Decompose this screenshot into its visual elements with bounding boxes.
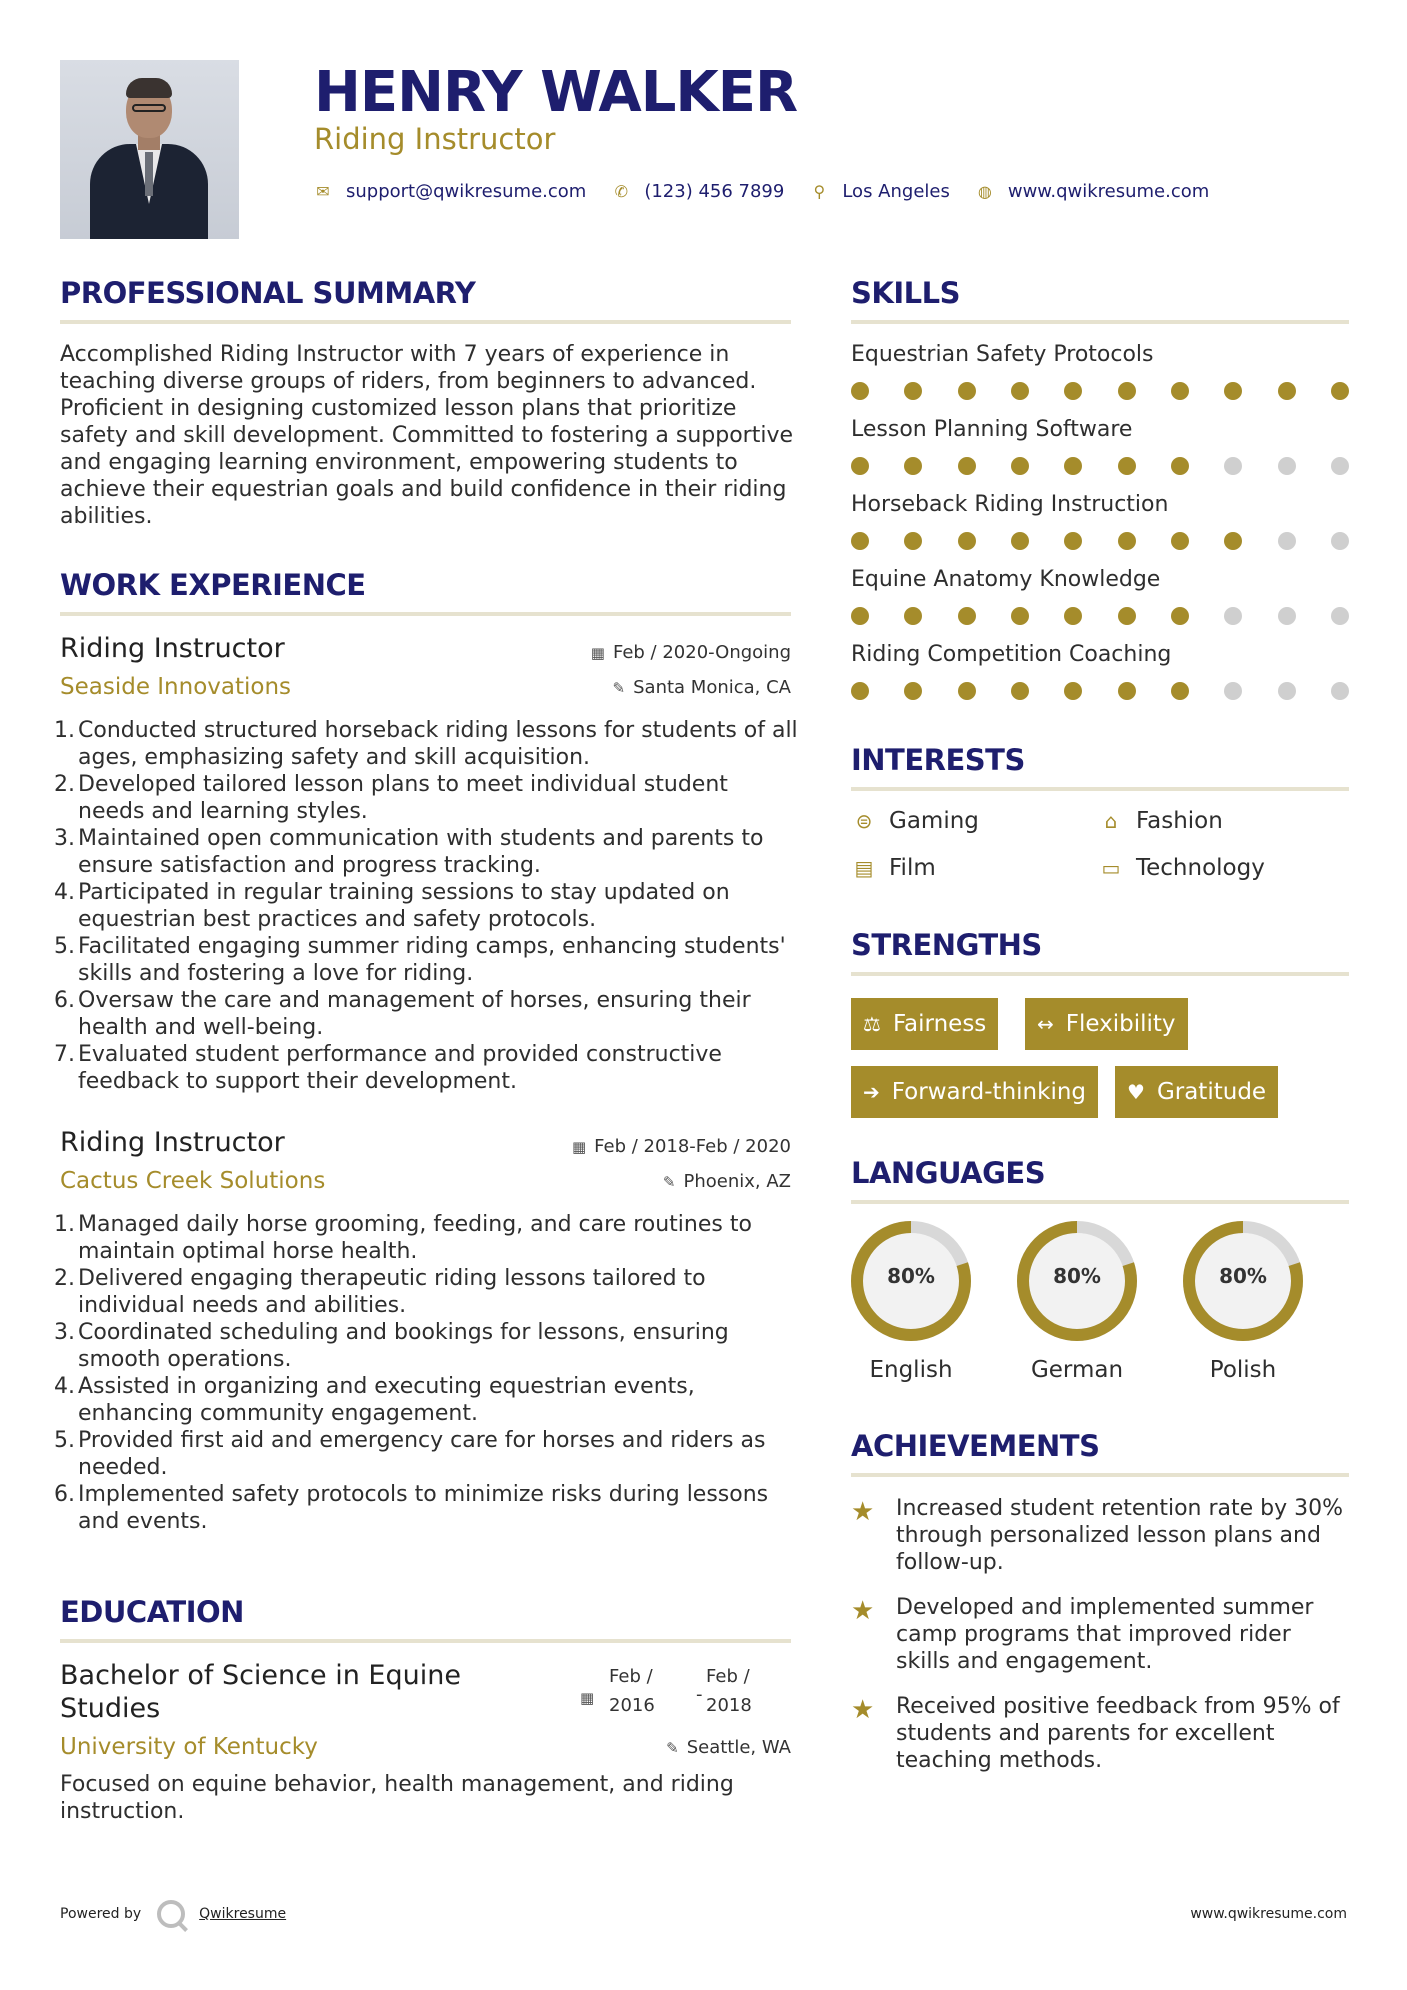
list-item: 6. Implemented safety protocols to minimize risks during lessons and events. [54,1482,769,1534]
experience-heading: WORK EXPERIENCE [60,568,366,602]
skill-name: Equestrian Safety Protocols [851,342,1154,367]
list-item: 3. Coordinated scheduling and bookings for lessons, ensuring smooth operations. [54,1320,729,1372]
skill-rating [851,457,1349,477]
skill-dot-filled [1064,532,1082,550]
skill-dot-filled [1224,382,1242,400]
skill-dot-filled [1118,682,1136,700]
skill-dot-filled [1064,607,1082,625]
skill-name: Lesson Planning Software [851,417,1133,442]
map-marker-icon: ⚲ [813,181,826,201]
skill-dot-empty [1331,457,1349,475]
contact-phone[interactable]: (123) 456 7899 [644,180,785,202]
skills-rule [851,320,1349,324]
list-item: 3. Maintained open communication with students and parents to ensure satisfaction and progress tracking. [54,826,764,878]
experience-rule [60,612,791,616]
strengths-heading: STRENGTHS [851,928,1042,962]
skill-rating [851,607,1349,627]
achievement-item: ★ Received positive feedback from 95% of students and parents for excellent teaching methods. [851,1694,1340,1773]
skill-dot-filled [1011,532,1029,550]
skill-dot-filled [904,532,922,550]
skill-name: Equine Anatomy Knowledge [851,567,1161,592]
qwikresume-logo-icon [157,1900,185,1928]
achievement-item: ★ Developed and implemented summer camp programs that improved rider skills and engagement. [851,1595,1314,1674]
skill-dot-empty [1278,607,1296,625]
skill-dot-empty [1224,457,1242,475]
skill-dot-empty [1331,607,1349,625]
interest-item: ⊜ Gaming [851,808,979,834]
skill-dot-filled [958,382,976,400]
language-name: Polish [1209,1357,1277,1383]
skill-dot-filled [1011,382,1029,400]
skill-dot-empty [1278,457,1296,475]
language-item [849,1219,973,1383]
pin-icon: ✎ [666,1739,679,1757]
job-date: ▦ Feb / 2020-Ongoing [590,642,791,663]
gamepad-icon: ⊜ [855,809,873,833]
skill-dot-filled [958,607,976,625]
job-duties-list [54,1211,800,1535]
contact-website[interactable]: www.qwikresume.com [1007,180,1210,202]
school-name: University of Kentucky [60,1734,318,1760]
education-rule [60,1639,791,1643]
skill-dot-filled [904,457,922,475]
job-location: ✎ Santa Monica, CA [612,677,791,698]
pin-icon: ✎ [662,1173,676,1191]
envelope-icon: ✉ [316,181,330,201]
calendar-icon: ▦ [571,1138,587,1156]
contact-location: Los Angeles [842,180,950,202]
skill-dot-filled [1171,682,1189,700]
list-item: 4. Assisted in organizing and executing equestrian events, enhancing community engagement. [54,1374,695,1426]
skill-dot-filled [1064,382,1082,400]
skill-dot-filled [1171,532,1189,550]
skill-name: Riding Competition Coaching [851,642,1172,667]
contact-email[interactable]: support@qwikresume.com [346,180,587,202]
pin-icon: ✎ [612,679,626,697]
list-item: 2. Developed tailored lesson plans to meet individual student needs and learning styles. [54,772,728,824]
job-date: ▦ Feb / 2018-Feb / 2020 [571,1136,791,1157]
skill-rating [851,382,1349,402]
language-percent: 80% [887,1264,935,1288]
footer-brand-link[interactable]: Qwikresume [199,1906,287,1922]
interest-item: ▤ Film [851,855,936,881]
education-description: Focused on equine behavior, health management, and riding instruction. [60,1772,734,1824]
skill-dot-empty [1224,682,1242,700]
summary-text: Accomplished Riding Instructor with 7 years of experience in teaching diverse groups of riders, from beginners to advanced. Proficient in designing customized lesson plans that prioritize safety and skill development. Committed to fostering a supportive and engaging learning environment, empowering students to achieve their equestrian goals and build confidence in their riding abilities. [60,342,794,529]
job-company: Cactus Creek Solutions [60,1168,326,1194]
list-item: 6. Oversaw the care and management of horses, ensuring their health and well-being. [54,988,751,1040]
summary-rule [60,320,791,324]
skill-dot-filled [1064,457,1082,475]
skill-dot-filled [1118,607,1136,625]
strength-tag: ↔ Flexibility [1025,998,1188,1050]
skill-dot-empty [1278,682,1296,700]
skill-dot-filled [851,457,869,475]
list-item: 5. Provided first aid and emergency care for horses and riders as needed. [54,1428,766,1480]
job-title: Riding Instructor [60,1127,285,1158]
skill-dot-empty [1224,607,1242,625]
skills-heading: SKILLS [851,276,960,310]
skill-dot-filled [1171,457,1189,475]
skill-name: Horseback Riding Instruction [851,492,1169,517]
list-item: 4. Participated in regular training sessions to stay updated on equestrian best practices and safety protocols. [54,880,730,932]
star-icon: ★ [851,1596,875,1626]
job-location: ✎ Phoenix, AZ [662,1171,791,1192]
skill-dot-filled [1171,382,1189,400]
skill-dot-empty [1278,532,1296,550]
language-item [1015,1219,1139,1383]
list-item: 1. Conducted structured horseback riding lessons for students of all ages, emphasizing safety and skill acquisition. [54,718,798,770]
skill-dot-filled [1064,682,1082,700]
skill-dot-filled [1224,532,1242,550]
skill-dot-filled [1118,532,1136,550]
strength-tag: ⚖ Fairness [851,998,998,1050]
candidate-name: HENRY WALKER [314,60,798,125]
job-company: Seaside Innovations [60,674,292,700]
language-name: German [1030,1357,1124,1383]
phone-icon: ✆ [614,181,629,201]
skill-dot-filled [958,532,976,550]
achievements-heading: ACHIEVEMENTS [851,1429,1100,1463]
skill-dot-filled [1118,382,1136,400]
skill-dot-empty [1331,532,1349,550]
achievement-item: ★ Increased student retention rate by 30% through personalized lesson plans and follow-up. [851,1496,1344,1575]
achievements-rule [851,1473,1349,1477]
calendar-icon: ▦ [580,1689,595,1707]
shopping-bag-icon: ⌂ [1104,809,1118,833]
languages-heading: LANGUAGES [851,1156,1046,1190]
strengths-rule [851,972,1349,976]
film-icon: ▤ [854,856,874,880]
skill-dot-filled [851,382,869,400]
skill-dot-filled [958,457,976,475]
skill-dot-filled [1118,457,1136,475]
interest-item: ▭ Technology [1098,855,1265,881]
balance-scale-icon: ⚖ [863,1012,881,1036]
language-percent: 80% [1219,1264,1267,1288]
strength-tag: ➔ Forward-thinking [851,1066,1098,1118]
footer-site-link[interactable]: www.qwikresume.com [1190,1906,1347,1922]
candidate-title: Riding Instructor [314,122,556,156]
skill-dot-filled [851,607,869,625]
language-name: English [869,1357,953,1383]
skill-dot-filled [904,607,922,625]
skill-dot-filled [1331,382,1349,400]
footer-powered-by: Powered by Qwikresume [60,1900,286,1928]
skill-dot-filled [1011,457,1029,475]
languages-rule [851,1200,1349,1204]
list-item: 5. Facilitated engaging summer riding camps, enhancing students' skills and fostering a love for riding. [54,934,786,986]
job-duties-list [54,717,800,1095]
skill-rating [851,532,1349,552]
list-item: 2. Delivered engaging therapeutic riding lessons tailored to individual needs and abilities. [54,1266,706,1318]
education-location: ✎ Seattle, WA [666,1737,791,1758]
language-percent: 80% [1053,1264,1101,1288]
skill-rating [851,682,1349,702]
heart-icon: ♥ [1127,1080,1145,1104]
summary-heading: PROFESSIONAL SUMMARY [60,276,476,310]
skill-dot-filled [904,382,922,400]
skill-dot-filled [1278,382,1296,400]
arrows-horizontal-icon: ↔ [1037,1012,1054,1036]
arrow-right-icon: ➔ [863,1080,880,1104]
globe-icon: ◍ [977,181,992,201]
interest-item: ⌂ Fashion [1098,808,1223,834]
interests-rule [851,787,1349,791]
skill-dot-filled [1171,607,1189,625]
skill-dot-filled [1011,682,1029,700]
profile-photo [60,60,239,239]
contact-bar [314,178,1235,204]
skill-dot-filled [958,682,976,700]
skill-dot-filled [851,682,869,700]
skill-dot-empty [1331,682,1349,700]
interests-heading: INTERESTS [851,743,1025,777]
skill-dot-filled [851,532,869,550]
laptop-icon: ▭ [1101,856,1121,880]
language-item [1181,1219,1305,1383]
list-item: 1. Managed daily horse grooming, feeding, and care routines to maintain optimal horse health. [54,1212,752,1264]
star-icon: ★ [851,1695,875,1725]
strength-tag: ♥ Gratitude [1115,1066,1278,1118]
list-item: 7. Evaluated student performance and provided constructive feedback to support their development. [54,1042,722,1094]
education-heading: EDUCATION [60,1595,244,1629]
job-title: Riding Instructor [60,633,285,664]
star-icon: ★ [851,1497,875,1527]
skill-dot-filled [1011,607,1029,625]
calendar-icon: ▦ [590,644,605,662]
skill-dot-filled [904,682,922,700]
degree-title: Bachelor of Science in Equine Studies [60,1660,461,1724]
